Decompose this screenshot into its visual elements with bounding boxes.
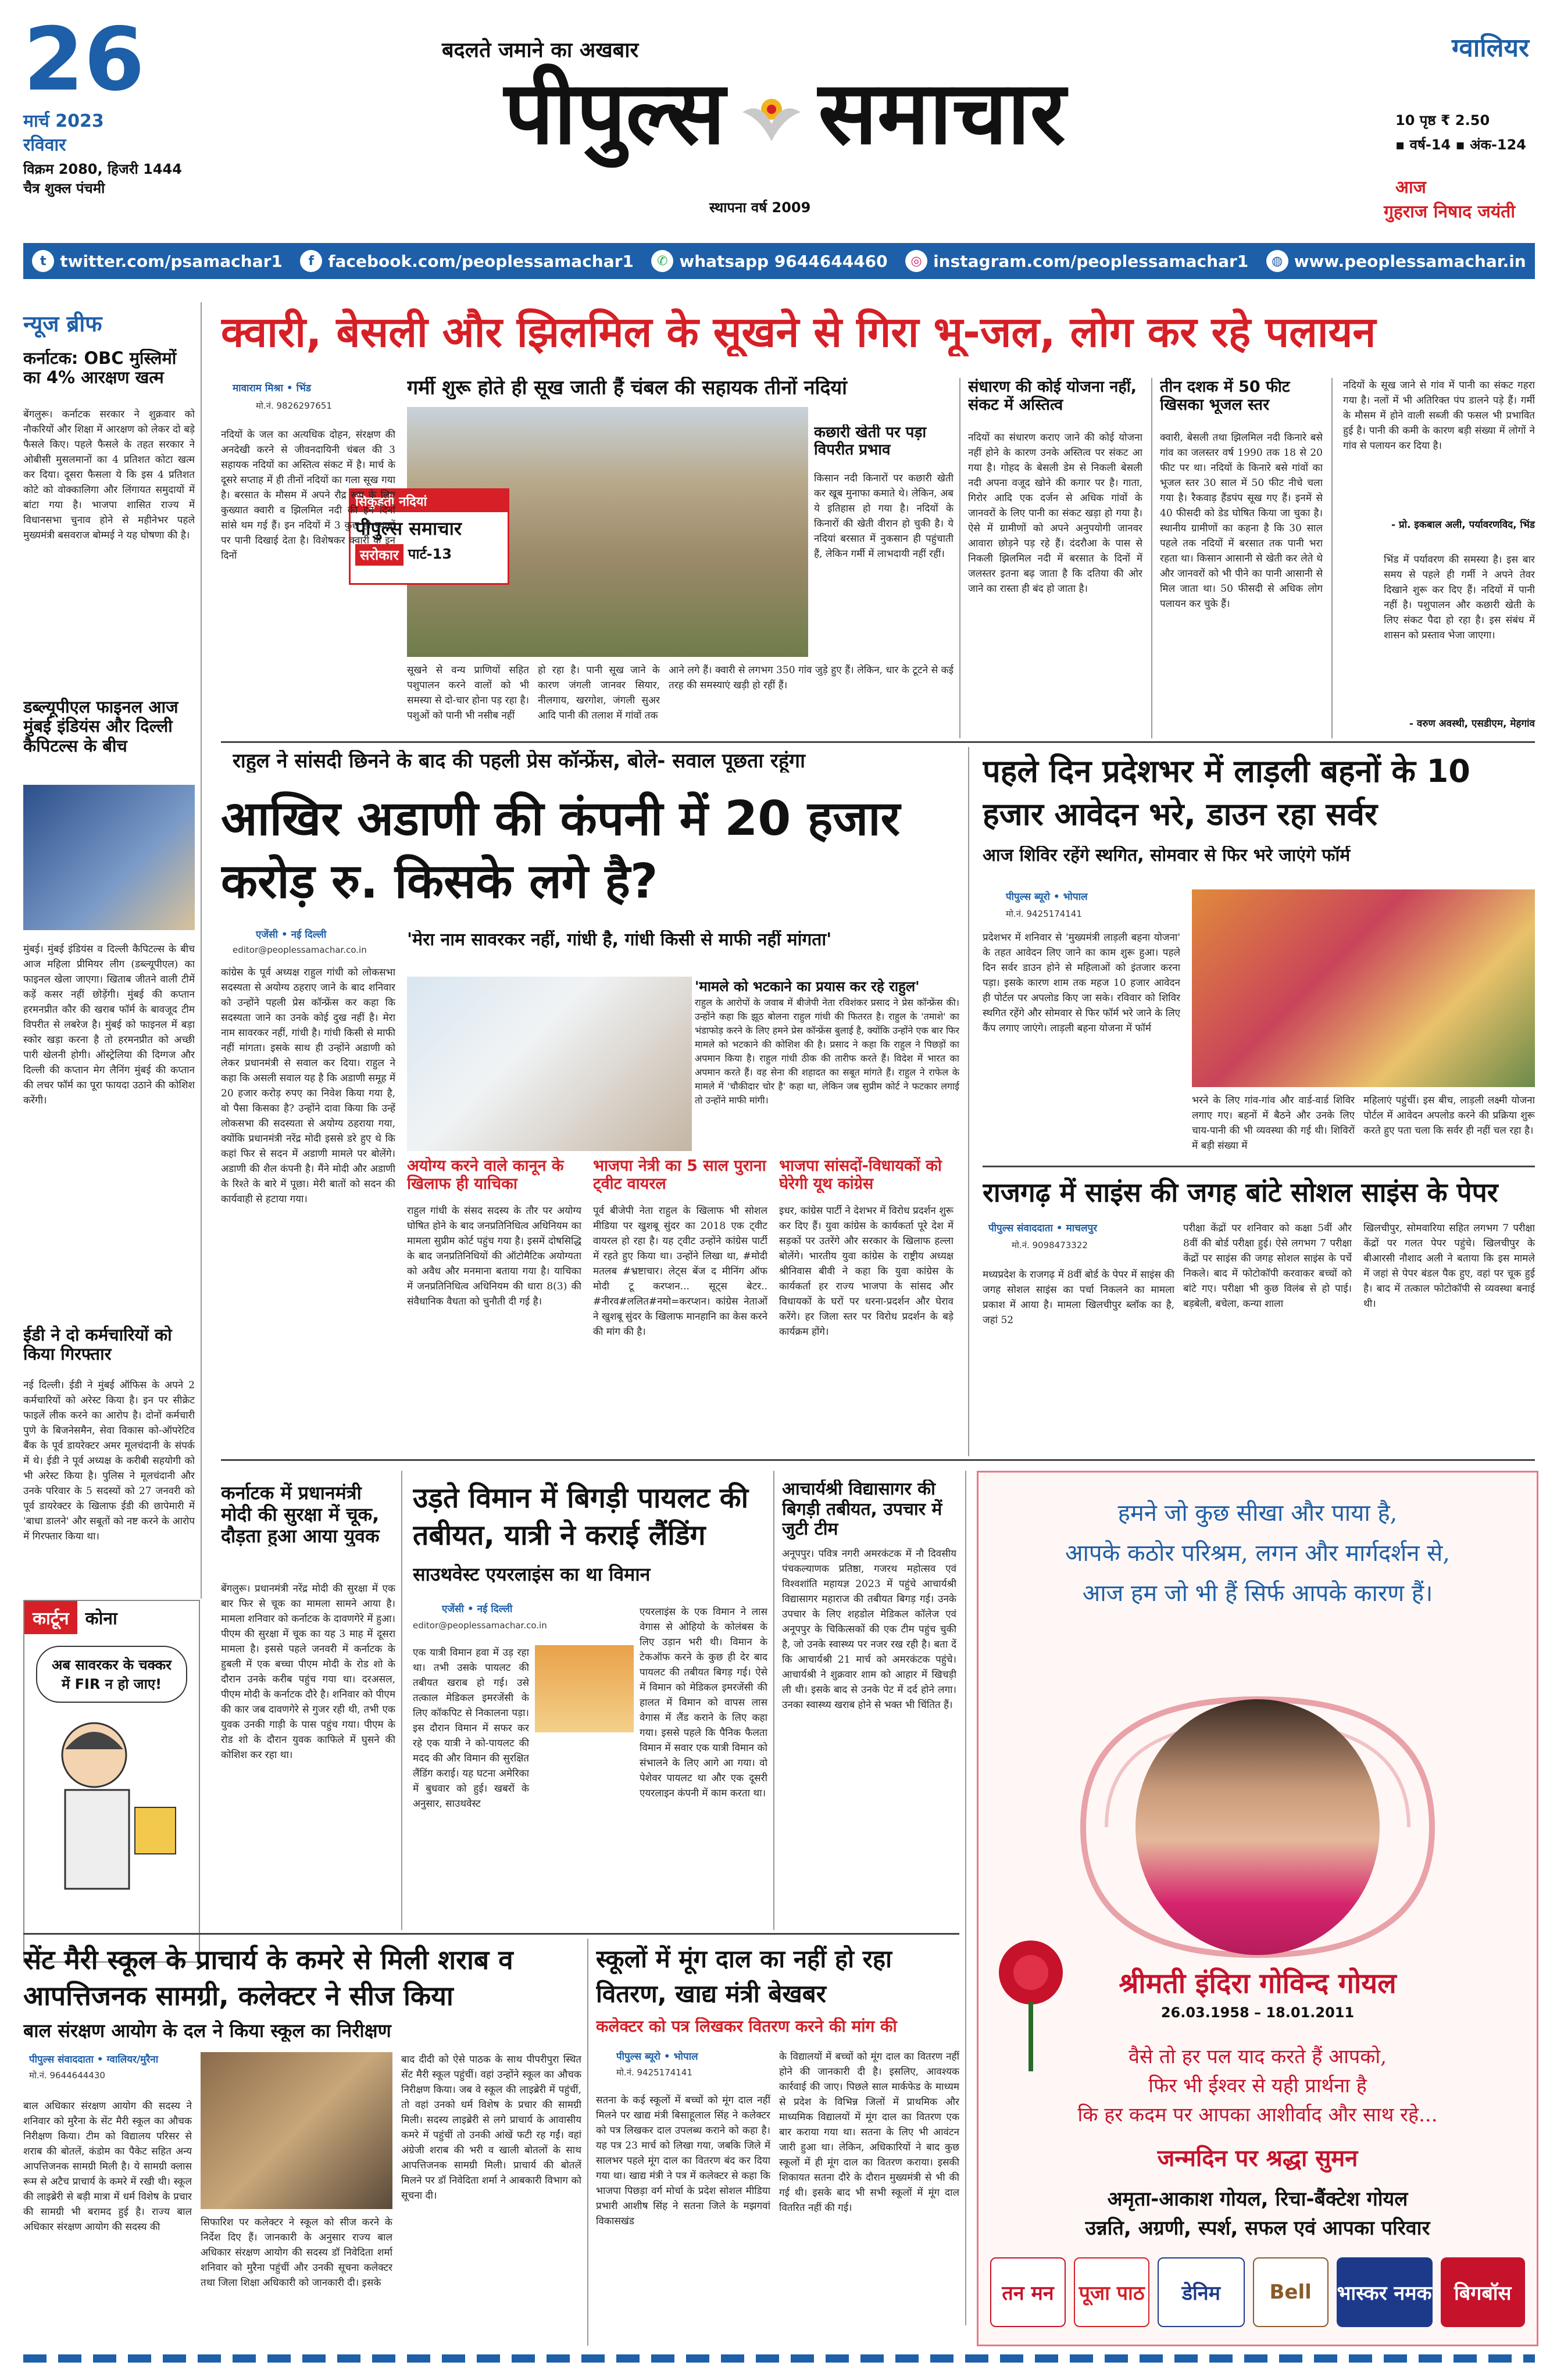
modi-text: बेंगलुरू। प्रधानमंत्री नरेंद्र मोदी की सुरक्षा में एक बार फिर से चूक का मामला सामने आया है। मामला शनिवार को कर्नाटक के दावणगेरे में हुआ। पीएम की सुरक्षा में चूक का यह 3 माह में दूसरा मामला है। इससे पहले जनवरी में कर्नाटक के हुबली में एक बच्चा पीएम मोदी के रोड शो के दौरान उनके करीब पहुंच गया था। दरअसल, पीएम मोदी के कर्नाटक दौरे है। शनिवार को पीएम की कार जब दावणगेरे से गुजर रही थी, तभी एक युवक उनकी गाड़ी के पास पहुंच गया। पीएम के रोड शो के दौरान युवक काफिले में घुसने की कोशिश कर रहा था। <box>221 1583 395 1761</box>
news-brief-label: न्यूज ब्रीफ <box>23 311 102 337</box>
twitter-link[interactable] <box>32 250 283 272</box>
ladli-headline: पहले दिन प्रदेशभर में लाड़ली बहनों के 10 हजार आवेदन भरे, डाउन रहा सर्वर <box>983 753 1470 832</box>
ladli-text-1: प्रदेशभर में शनिवार से 'मुख्यमंत्री लाड़ली बहना योजना' के तहत आवेदन लिए जाने का काम शुरू हुआ। पहले दिन सर्वर डाउन होने से महिलाओं को इंतजार करना पड़ा। इसके कारण शाम तक महज 10 हजार आवेदन ही पोर्टल पर अपलोड किए जा सके। रविवार को शिविर स्थगित रहेंगे और सोमवार से फिर फॉर्म भरे जाने के लिए कैंप लगाए जाएंगे। लाड़ली बहना योजना में फॉर्म <box>983 932 1180 1034</box>
sponsor-logo-tanman: तन मन <box>990 2257 1066 2327</box>
column-divider <box>587 1939 588 2346</box>
column-divider <box>968 747 969 1456</box>
sponsor-logo-bigboss: बिगबॉस <box>1441 2257 1525 2327</box>
rajgarh-text-2: परीक्षा केंद्रों पर शनिवार को कक्षा 5वीं और 8वीं की बोर्ड परीक्षा हुई। ऐसे लगभग 7 परीक्षा केंद्रों पर साइंस की जगह सोशल साइंस के पर्चे निकले। बाद में फोटोकॉपी करवाकर बच्चों को बांटे गए। परीक्षा भी कुछ विलंब से हो पाई। बड़बेली, बचेला, कन्या शाला <box>1183 1223 1352 1310</box>
whatsapp-text: whatsapp 9644644460 <box>679 251 888 271</box>
rahul-quote: 'मेरा नाम सावरकर नहीं, गांधी है, गांधी किसी से माफी नहीं मांगता' <box>407 930 832 950</box>
cartoon-label-a: कार्टून <box>24 1601 77 1634</box>
rahul-body: कांग्रेस के पूर्व अध्यक्ष राहुल गांधी को लोकसभा सदस्यता से अयोग्य ठहराए जाने के बाद शनिवार को उन्होंने पहली प्रेस कॉन्फ्रेंस कर कहा कि सदस्यता जाने का उनके कोई दुख नहीं है। मेरा नाम सावरकर नहीं, गांधी है। गांधी किसी से माफी नहीं मांगता। इसके साथ ही उन्होंने अडाणी को लेकर प्रधानमंत्री से सवाल कर दिया। राहुल ने कहा कि असली सवाल यह है कि अडाणी समूह में 20 हजार करोड़ रुपए का निवेश किया गया है, वो पैसा किसका है? उन्होंने दावा किया कि उन्हें लोकसभा की सदस्यता से अयोग्य ठहराया गया, क्योंकि प्रधानमंत्री नरेंद्र मोदी इससे डरे हुए थे कि कहां फिर से सदन में अडाणी मामले पर बोलेंगे। अडाणी की शैल कंपनी है। मैंने मोदी और अडाणी के रिश्ते के बारे में पूछा। मेरी बातों को सदन की कार्यवाही से हटाया गया। <box>221 967 395 1205</box>
column-divider <box>1331 378 1333 738</box>
section-divider <box>221 1459 1535 1461</box>
title-left: पीपुल्स <box>504 63 726 164</box>
school-byline: पीपुल्स संवाददाता • ग्वालियर/मुरैना <box>29 2054 159 2065</box>
column-divider <box>401 1471 402 1930</box>
ad-line-6: कि हर कदम पर आपका आशीर्वाद और साथ रहे... <box>1077 2103 1438 2127</box>
moong-byline: पीपुल्स ब्यूरो • भोपाल <box>616 2051 698 2063</box>
ad-line-3: आज हम जो भी हैं सिर्फ आपके कारण हैं। <box>1082 1580 1433 1607</box>
school-caption: सिफारिश पर कलेक्टर ने स्कूल को सीज करने के निर्देश दिए हैं। जानकारी के अनुसार राज्य बाल अधिकार संरक्षण आयोग की सदस्य डॉ निवेदिता शर्मा शनिवार को मुरैना पहुंचीं और उनकी सूचना कलेक्टर तथा जिला शिक्षा अधिकारी को जानकारी दी। इसके <box>201 2217 392 2289</box>
ladli-text-2: भरने के लिए गांव-गांव और वार्ड-वार्ड शिविर लगाए गए। बहनों में बैठने और उनके लिए चाय-पानी की भी व्यवस्था की गई थी। शिविरों में बड़ी संख्या में <box>1192 1095 1355 1152</box>
date-month: मार्च 2023 <box>23 111 104 131</box>
brief-text-3: नई दिल्ली। ईडी ने मुंबई ऑफिस के अपने 2 कर्मचारियों को अरेस्ट किया है। इन पर सीक्रेट फाइलें लीक करने का आरोप है। दोनों कर्मचारी पुणे के बिजनेसमैन, सेवा विकास को-ऑपरेटिव बैंक के पूर्व डायरेक्टर अमर मूलचंदानी के संपर्क में थे। ईडी ने पूर्व अध्यक्ष के करीबी सहयोगी को भी अरेस्ट किया है। पुलिस ने मूलचंदानी और उनके परिवार के 5 सदस्यों को 27 जनवरी को पूर्व डायरेक्टर के खिलाफ ईडी की छापेमारी में 'बाधा डालने' और सबूतों को नष्ट करने के आरोप में गिरफ्तार किया था। <box>23 1380 195 1542</box>
school-headline: सेंट मैरी स्कूल के प्राचार्य के कमरे से मिली शराब व आपत्तिजनक सामग्री, कलेक्टर ने सीज किया <box>23 1944 513 2011</box>
lead-mobile: मो.नं. 9826297651 <box>256 401 332 411</box>
rahul-kicker: राहुल ने सांसदी छिनने के बाद की पहली प्रेस कॉन्फ्रेंस, बोले- सवाल पूछता रहूंगा <box>233 750 805 773</box>
cartoon-label-b: कोना <box>85 1609 117 1629</box>
acharya-headline: आचार्यश्री विद्यासागर की बिगड़ी तबीयत, उपचार में जुटी टीम <box>782 1480 942 1539</box>
school-subhead: बाल संरक्षण आयोग के दल ने किया स्कूल का निरीक्षण <box>23 2020 391 2042</box>
pages-price: 10 पृष्ठ ₹ 2.50 <box>1395 112 1490 128</box>
ad-tribute: जन्मदिन पर श्रद्धा सुमन <box>1157 2145 1358 2172</box>
ladli-text-3: महिलाएं पहुंचीं। इस बीच, लाड़ली लक्ष्मी योजना पोर्टल में आवेदन अपलोड करने की प्रक्रिया शुरू करते हुए पता चला कि सर्वर ही नहीं चल रहा है। <box>1363 1095 1535 1137</box>
lead-sub-2: कछारी खेती पर पड़ा विपरीत प्रभाव <box>814 424 927 459</box>
instagram-link[interactable] <box>905 250 1248 272</box>
rahul-photo <box>407 977 692 1151</box>
ad-dates: 26.03.1958 – 18.01.2011 <box>1160 2004 1355 2021</box>
rahul-sub-1-text: राहुल गांधी के संसद सदस्य के तौर पर अयोग्य घोषित होने के बाद जनप्रतिनिधित्व अधिनियम का मामला सुप्रीम कोर्ट पहुंच गया है। इसमें दोषसिद्धि के बाद जनप्रतिनिधियों की ऑटोमैटिक अयोग्यता को अवैध और मनमाना बताया गया है। याचिका में जनप्रतिनिधित्व अधिनियम की धारा 8(3) की संवैधानिक वैधता को चुनौती दी गई है। <box>407 1205 581 1307</box>
lead-col-3: हो रहा है। पानी सूख जाने के कारण जंगली जानवर सियार, नीलगाय, खरगोश, जंगली सुअर आदि पानी की तलाश में गांवों तक <box>538 664 660 721</box>
acharya-text: अनूपपुर। पवित्र नगरी अमरकंटक में नौ दिवसीय पंचकल्याणक प्रतिष्ठा, गजरथ महोत्सव एवं विश्वशांति महायज्ञ 2023 में पहुंचे आचार्यश्री विद्यासागर महाराज की तबीयत बिगड़ गई। उनके उपचार के लिए शहडोल मेडिकल कॉलेज एवं अनूपपुर के चिकित्सकों की एक टीम पहुंच चुकी है, जो उनके स्वास्थ्य पर नजर रख रही है। बता दें कि आचार्यश्री 21 मार्च को अमरकंटक पहुंचे। आचार्यश्री ने शुक्रवार शाम को आहार में खिचड़ी ली थी। इसके बाद से उनके पेट में दर्द होने लगा। उनका स्वास्थ्य खराब होने से भक्त भी चिंतित हैं। <box>782 1548 956 1711</box>
sponsor-logo-bell: Bell <box>1253 2257 1329 2327</box>
page-bottom-strip <box>23 2354 1535 2363</box>
series-badge-part: पार्ट-13 <box>408 546 452 562</box>
lead-col-4: किसान नदी किनारों पर कछारी खेती कर खूब मुनाफा कमाते थे। लेकिन, अब ये इतिहास हो गया है। नदियों के किनारों की खेती वीरान हो चुकी है। ये नदियां बरसात में नुकसान ही पहुंचाती हैं, लेकिन गर्मी में लाभदायी नहीं रहीं। <box>814 473 954 560</box>
website-link[interactable] <box>1266 250 1526 272</box>
city-name: ग्वालियर <box>1452 33 1529 63</box>
section-divider <box>221 741 1535 743</box>
rahul-box-title: 'मामले को भटकाने का प्रयास कर रहे राहुल' <box>695 978 920 995</box>
cartoon-figure-icon <box>24 1703 197 1895</box>
ad-family-1: अमृता-आकाश गोयल, रिचा-बैंक्टेश गोयल <box>1107 2188 1408 2211</box>
lead-col-1: नदियों के जल का अत्यधिक दोहन, संरक्षण की अनदेखी करने से जीवनदायिनी चंबल की 3 सहायक नदियों का अस्तित्व संकट में है। मार्च के दूसरे सप्ताह में ही तीनों नदियों का गला सूख गया है। बरसात के मौसम में अपने रौद्र रूप के लिए कुख्यात क्वारी व झिलमिल नदी की इन दिनों सांसे थम गई हैं। इन नदियों में 3 कुछ ही स्थानों पर पानी दिखाई देता है। विशेषकर क्वारी के इन दिनों <box>221 429 395 562</box>
ad-portrait <box>1135 1699 1380 1955</box>
ladli-subhead: आज शिविर रहेंगे स्थगित, सोमवार से फिर भरे जाएंगे फॉर्म <box>983 846 1351 866</box>
date-tithi: चैत्र शुक्ल पंचमी <box>23 180 105 196</box>
facebook-link[interactable] <box>300 250 634 272</box>
rajgarh-text-1: मध्यप्रदेश के राजगढ़ में 8वीं बोर्ड के पेपर में साइंस की जगह सोशल साइंस का पर्चा निकलने का मामला प्रकाश में आया है। मामला खिलचीपुर ब्लॉक का है, जहां 52 <box>983 1269 1174 1326</box>
date-day: 26 <box>23 9 145 110</box>
lead-quote-2: भिंड में पर्यावरण की समस्या है। इस बार समय से पहले ही गर्मी ने अपने तेवर दिखाने शुरू कर दिए हैं। नदियों में पानी नहीं है। पशुपालन और कछारी खेती के लिए संकट पैदा हो रहा है। इस संबंध में शासन को प्रस्ताव भेजा जाएगा। <box>1384 554 1535 641</box>
ladli-photo <box>1192 889 1535 1087</box>
whatsapp-icon: ✆ <box>651 250 673 272</box>
rajgarh-text-3: खिलचीपुर, सोमवारिया सहित लगभग 7 परीक्षा केंद्रों पर गलत पेपर पहुंचे। खिलचीपुर के बीआरसी नौशाद अली ने बताया कि इस मामले में जहां से पेपर बंडल पैक हुए, वहां पर चूक हुई है। बाद में तत्काल फोटोकॉपी से व्यवस्था बनाई थी। <box>1363 1223 1535 1310</box>
rahul-sub-3-text: इधर, कांग्रेस पार्टी ने देशभर में विरोध प्रदर्शन शुरू कर दिए हैं। युवा कांग्रेस के कार्यकर्ता पूरे देश में सड़कों पर उतरेंगे और सरकार के खिलाफ हल्ला बोलेंगे। भारतीय युवा कांग्रेस के राष्ट्रीय अध्यक्ष श्रीनिवास बीवी ने कहा कि युवा कांग्रेस के कार्यकर्ता हर राज्य भाजपा के सांसद और विधायकों के घरों पर धरना-प्रदर्शन और घेराव करेंगे। हर जिला स्तर पर विरोध प्रदर्शन के बड़े कार्यक्रम होंगे। <box>779 1205 954 1338</box>
lead-col-6: क्वारी, बेसली तथा झिलमिल नदी किनारे बसे गांव का जलस्तर वर्ष 1990 तक 18 से 20 फीट पर था। नदियों के किनारे बसे गांवों का भूजल स्तर 30 साल में 50 फीट नीचे चला गया है। रैकवाड़ हैंडपंप सूख गए हैं। इनमें से 40 फीसदी को डेड घोषित किया जा चुका है। स्थानीय ग्रामीणों का कहना है कि 30 साल पहले तक नदियों में बरसात तक पानी भरा रहता था। किसान आसानी से खेती कर लेते थे और जानवरों को भी पीने का पानी आसानी से मिल जाता था। 50 फीसदी से अधिक लोग पलायन कर चुके हैं। <box>1160 432 1323 610</box>
ad-name: श्रीमती इंदिरा गोविन्द गोयल <box>1119 1967 1397 2000</box>
brief-headline-2: डब्ल्यूपीएल फाइनल आज मुंबई इंडियंस और दिल्ली कैपिटल्स के बीच <box>23 698 178 756</box>
brief-text-2: मुंबई। मुंबई इंडियंस व दिल्ली कैपिटल्स के बीच आज महिला प्रीमियर लीग (डब्ल्यूपीएल) का फाइनल खेला जाएगा। खिताब जीतने वाली टीमें कड़ें कसर नहीं छोड़ेंगी। मुंबई की कप्तान हरमनप्रीत कौर की खराब फॉर्म के बावजूद टीम विपरीत से लबरेज है। मुंबई को फाइनल में बड़ा स्कोर खड़ा करना है तो हरमनप्रीत को अच्छी पारी खेलनी होगी। ऑस्ट्रेलिया की दिग्गज और दिल्ली की कप्तान मेग लैनिंग मुंबई की कप्तान की लचर फॉर्म का पूरा फायदा उठाने की कोशिश करेंगी। <box>23 944 195 1106</box>
column-divider <box>959 378 960 738</box>
plane-text-2: एयरलाइंस के एक विमान ने लास वेगास से ओहियो के कोलंबस के लिए उड़ान भरी थी। विमान के टेकऑफ करने के कुछ ही देर बाद पायलट की तबीयत बिगड़ गई। ऐसे में विमान को मेडिकल इमरजेंसी की हालत में विमान को वापस लास वेगास में लैंड कराने के लिए कहा गया। इससे पहले कि पैनिक फैलता विमान में सवार एक यात्री विमान को संभालने के लिए आगे आ गया। वो पेशेवर पायलट था और एक दूसरी एयरलाइन कंपनी में काम करता था। <box>640 1606 767 1799</box>
column-divider <box>773 1471 774 1930</box>
column-divider <box>201 302 202 1599</box>
ad-family-2: उन्नति, अग्रणी, स्पर्श, सफल एवं आपका परिवार <box>1085 2217 1430 2240</box>
facebook-icon: f <box>300 250 322 272</box>
series-badge-a: सिकुड़ती नदियां <box>351 490 508 512</box>
twitter-text: twitter.com/psamachar1 <box>60 251 283 271</box>
ad-line-5: फिर भी ईश्वर से यही प्रार्थना है <box>1148 2074 1367 2097</box>
today-label: आज <box>1395 177 1426 198</box>
rahul-byline: एजेंसी • नई दिल्ली <box>256 929 327 941</box>
moong-subhead: कलेक्टर को पत्र लिखकर वितरण करने की मांग की <box>596 2017 897 2036</box>
rahul-email: editor@peoplessamachar.co.in <box>233 945 367 955</box>
column-divider <box>965 1471 966 2325</box>
ad-line-2: आपके कठोर परिश्रम, लगन और मार्गदर्शन से, <box>1065 1540 1450 1567</box>
lead-quote-1-by: - प्रो. इकबाल अली, पर्यावरणविद, भिंड <box>1391 519 1535 531</box>
instagram-icon: ◎ <box>905 250 927 272</box>
moong-headline: स्कूलों में मूंग दाल का नहीं हो रहा वितरण, खाद्य मंत्री बेखबर <box>596 1945 892 2008</box>
rajgarh-byline: पीपुल्स संवाददाता • माचलपुर <box>988 1223 1098 1234</box>
rahul-sub-2: भाजपा नेत्री का 5 साल पुराना ट्वीट वायरल <box>593 1157 766 1193</box>
school-photo <box>201 2052 392 2209</box>
tagline: बदलते जमाने का अखबार <box>442 38 639 62</box>
plane-text-1: एक यात्री विमान हवा में उड़ रहा था। तभी उसके पायलट की तबीयत खराब हो गई। उसे तत्काल मेडिकल इमरजेंसी के लिए कॉकपिट से निकालना पड़ा। इस दौरान विमान में सफर कर रहे एक यात्री ने को-पायलट की मदद की और विमान की सुरक्षित लैंडिंग कराई। यह घटना अमेरिका में बुधवार को हुई। खबरों के अनुसार, साउथवेस्ट <box>413 1647 529 1810</box>
lead-headline: क्वारी, बेसली और झिलमिल के सूखने से गिरा भू-जल, लोग कर रहे पलायन <box>221 308 1376 356</box>
rahul-sub-3: भाजपा सांसदों-विधायकों को घेरेगी यूथ कांग्रेस <box>779 1157 942 1193</box>
lead-col-5: नदियों का संधारण कराए जाने की कोई योजना नहीं होने के कारण उनके अस्तित्व पर संकट आ गया है। गोहद के बेसली डेम से निकली बेसली नदी अपना वजूद खोने की कगार पर है। गाता, गिरोर आदि एक दर्जन से अधिक गांवों के जानवरों के लिए पानी का संकट खड़ा हो गया है। ऐसे में ग्रामीणों को अपने अनुपयोगी जानवर आवारा छोड़ने पड़ रहे हैं। दंदरौआ के पास से निकली झिलमिल नदी में बरसात के दिनों में जलस्तर इतना बढ़ जाता है कि दतिया की ओर जाने का रास्ता ही बंद हो जाता है। <box>968 432 1142 595</box>
date-samvat: विक्रम 2080, हिजरी 1444 <box>23 161 182 177</box>
sponsor-logo-denim: डेनिम <box>1158 2257 1244 2327</box>
series-badge-b: पीपुल्स समाचार <box>355 517 462 539</box>
logo-emblem-icon <box>737 77 806 149</box>
today-event: गुहराज निषाद जयंती <box>1384 202 1515 222</box>
sponsor-logo-bhaskar: भास्कर नमक <box>1337 2257 1433 2327</box>
instagram-text: instagram.com/peoplessamachar1 <box>933 251 1249 271</box>
column-divider <box>1151 378 1152 738</box>
facebook-text: facebook.com/peoplessamachar1 <box>328 251 634 271</box>
rahul-sub-2-text: पूर्व बीजेपी नेता राहुल के खिलाफ भी सोशल मीडिया पर खुशबू सुंदर का 2018 एक ट्वीट वायरल हो रहा है। यह ट्वीट उन्होंने कांग्रेस पार्टी में रहते हुए किया था। उन्होंने लिखा था, #मोदी मतलब #भ्रष्टाचार। लेट्स बेंज द मीनिंग ऑफ मोदी टू करप्शन... सूट्स बेटर.. #नीरव#ललित#नमो=करप्शन। कांग्रेस नेताओं ने खुशबू सुंदर के खिलाफ मानहानि का केस करने की मांग की है। <box>593 1205 767 1338</box>
founded-year: स्थापना वर्ष 2009 <box>709 199 811 216</box>
section-divider <box>23 1933 959 1935</box>
rahul-box-text: राहुल के आरोपों के जवाब में बीजेपी नेता रविशंकर प्रसाद ने प्रेस कॉन्फ्रेंस की। उन्होंने कहा कि झूठ बोलना राहुल गांधी की फितरत है। राहुल के 'तमाशे' का भंडाफोड़ करने के लिए हमने प्रेस कॉन्फ्रेंस बुलाई है, क्योंकि उन्होंने एक बार फिर मामले को भटकाने की कोशिश की है। प्रसाद ने कहा कि राहुल ने पिछड़ों का अपमान किया है। राहुल गांधी ठीक की तारीफ करते हैं। विदेश में भारत का अपमान करते हैं। वह सेना की शहादत का सबूत मांगते हैं। राहुल ने राफेल के मामले में 'चौकीदार चोर है' कहा था, लेकिन जब सुप्रीम कोर्ट ने फटकार लगाई तो उन्होंने माफी मांगी। <box>695 997 959 1106</box>
rahul-sub-1: अयोग्य करने वाले कानून के खिलाफ ही याचिका <box>407 1157 564 1193</box>
school-mobile: मो.नं. 9644644430 <box>29 2070 105 2081</box>
moong-text-2: के विद्यालयों में बच्चों को मूंग दाल का वितरण नहीं होने की जानकारी दी है। इसलिए, आवश्यक कार्रवाई की जाए। पिछले साल मार्कफेड के माध्यम से प्रदेश के विभिन्न जिलों में प्राथमिक और माध्यमिक विद्यालयों में मूंग दाल का वितरण एक बार कराया गया था। सतना के लिए भी आवंटन जारी हुआ था। लेकिन, अधिकारियों ने बाद कुछ स्कूलों में ही मूंग दाल का वितरण कराया। इसकी शिकायत सतना दौरे के दौरान मुख्यमंत्री से भी की गई थी। इसके बाद भी सभी स्कूलों में मूंग दाल वितरित नहीं की गई। <box>779 2051 959 2214</box>
memorial-ad <box>977 1471 1538 2346</box>
rahul-headline: आखिर अडाणी की कंपनी में 20 हजार करोड़ रु. किसके लगे है? <box>221 791 901 909</box>
rajgarh-headline: राजगढ़ में साइंस की जगह बांटे सोशल साइंस के पेपर <box>983 1177 1498 1208</box>
school-text-1: बाल अधिकार संरक्षण आयोग की सदस्य ने शनिवार को मुरैना के सेंट मैरी स्कूल का औचक निरीक्षण किया। टीम को विद्यालय परिसर से शराब की बोतलें, कंडोम का पैकेट सहित अन्य आपत्तिजनक सामग्री मिली है। ये सामग्री क्लास रूम से अटैच प्राचार्य के कमरे में रखी थी। स्कूल की लाइब्रेरी से बड़ी मात्रा में धर्म विशेष के प्रचार की सामग्री भी बरामद हुई है। राज्य बाल अधिकार संरक्षण आयोग की सदस्य की <box>23 2100 192 2233</box>
title-right: समाचार <box>818 63 1066 164</box>
section-divider <box>983 1166 1535 1167</box>
lead-sub-4: तीन दशक में 50 फीट खिसका भूजल स्तर <box>1160 378 1290 414</box>
cricket-captains-photo <box>23 785 195 930</box>
lead-col-4b: आने लगे हैं। क्वारी से लगभग 350 गांव जुड़े हुए हैं। लेकिन, धार के टूटने से कई तरह की समस्याएं खड़ी हो रहीं हैं। <box>669 664 954 691</box>
lead-byline: मावाराम मिश्रा • भिंड <box>233 383 312 394</box>
twitter-icon: t <box>32 250 54 272</box>
rahul-box <box>695 977 959 1151</box>
ladli-byline: पीपुल्स ब्यूरो • भोपाल <box>1006 891 1088 903</box>
sponsor-logo-poojapath: पूजा पाठ <box>1074 2257 1149 2327</box>
website-text: www.peoplessamachar.in <box>1294 251 1526 271</box>
ladli-mobile: मो.नं. 9425174141 <box>1006 909 1082 919</box>
plane-email: editor@peoplessamachar.co.in <box>413 1620 547 1631</box>
lead-sub-3: संधारण की कोई योजना नहीं, संकट में अस्तित्व <box>968 378 1137 414</box>
globe-icon: ◍ <box>1266 250 1288 272</box>
series-badge-c: सरोकार <box>355 544 403 566</box>
ad-line-1: हमने जो कुछ सीखा और पाया है, <box>1117 1500 1398 1527</box>
lead-col-2: सूखने से वन्य प्राणियों सहित पशुपालन करने वालों को भी समस्या से दो-चार होना पड़ रहा है। पशुओं को पानी भी नसीब नहीं <box>407 664 529 721</box>
cartoon-bubble: अब सावरकर के चक्कर में FIR न हो जाए! <box>36 1646 187 1703</box>
brief-text-1: बेंगलुरू। कर्नाटक सरकार ने शुक्रवार को नौकरियों और शिक्षा में आरक्षण को लेकर दो बड़े फैसले किए। पहले फैसले के तहत सरकार ने ओबीसी मुसलमानों का 4 प्रतिशत कोटा खत्म कर दिया। दूसरा फैसला ये कि इस 4 प्रतिशत कोटे को वोक्कालिगा और लिंगायत समुदायों में बांटा गया है। भाजपा शासित राज्य में विधानसभा चुनाव होने से महीनेभर पहले मुख्यमंत्री बसवराज बोम्मई ने यह घोषणा की है। <box>23 409 195 541</box>
moong-text-1: सतना के कई स्कूलों में बच्चों को मूंग दाल नहीं मिलने पर खाद्य मंत्री बिसाहूलाल सिंह ने कलेक्टर को पत्र लिखकर दाल उपलब्ध कराने को कहा है। यह पत्र 23 मार्च को लिखा गया, जबकि जिले में सालभर पहले मूंग दाल का वितरण बंद कर दिया गया था। खाद्य मंत्री ने पत्र में कलेक्टर से कहा कि भाजपा पिछड़ा वर्ग मोर्चा के प्रदेश सोशल मीडिया प्रभारी आशीष सिंह ने सतना जिले के मझगवां विकासखंड <box>596 2095 770 2227</box>
modi-headline: कर्नाटक में प्रधानमंत्री मोदी की सुरक्षा में चूक, दौड़ता हुआ आया युवक <box>221 1482 380 1547</box>
rajgarh-mobile: मो.नं. 9098473322 <box>1012 1240 1088 1250</box>
plane-headline: उड़ते विमान में बिगड़ी पायलट की तबीयत, यात्री ने कराई लैंडिंग <box>413 1482 749 1552</box>
cartoon-box <box>23 1600 200 1963</box>
social-bar <box>23 243 1535 279</box>
newspaper-title <box>291 61 1279 166</box>
ad-sponsor-logos <box>990 2257 1525 2327</box>
lead-quote-1: नदियों के सूख जाने से गांव में पानी का संकट गहरा गया है। नलों में भी अतिरिक्त पंप डालने पड़े हैं। गर्मी के मौसम में होने वाली सब्जी की फसल भी प्रभावित हुई है। पानी की कमी के कारण बड़ी संख्या में लोगों ने गांव से पलायन कर दिया है। <box>1343 380 1535 452</box>
lead-subhead: गर्मी शुरू होते ही सूख जाती हैं चंबल की सहायक तीनों नदियां <box>407 377 847 399</box>
date-block <box>23 9 198 255</box>
ad-line-4: वैसे तो हर पल याद करते हैं आपको, <box>1129 2045 1387 2068</box>
brief-headline-1: कर्नाटक: OBC मुस्लिमों का 4% आरक्षण खत्म <box>23 349 177 388</box>
date-weekday: रविवार <box>23 135 66 155</box>
moong-mobile: मो.नं. 9425174141 <box>616 2067 692 2078</box>
year-issue: ▪ वर्ष-14 ▪ अंक-124 <box>1395 137 1526 153</box>
school-text-3: बाद दीदी को ऐसे पाठक के साथ पीपरीपुरा स्थित सेंट मैरी स्कूल पहुंचीं। वहां उन्होंने स्कूल का औचक निरीक्षण किया। जब वे स्कूल की लाइब्रेरी में पहुंचीं, तो वहां उनको धर्म विशेष के प्रचार की सामग्री मिली। सदस्य लाइब्रेरी से लगे प्राचार्य के आवासीय कमरे में पहुंचीं तो उनकी आंखें फटी रह गईं। वहां अंग्रेजी शराब की भरी व खाली बोतलों के साथ आपत्तिजनक सामग्री मिली। प्राचार्य की बोतलें मिलने पर डॉ निवेदिता शर्मा ने आबकारी विभाग को सूचना दी। <box>401 2054 581 2202</box>
lead-quote-2-by: - वरुण अवस्थी, एसडीएम, मेहगांव <box>1409 718 1535 730</box>
plane-byline: एजेंसी • नई दिल्ली <box>442 1603 513 1615</box>
plane-subhead: साउथवेस्ट एयरलाइंस का था विमान <box>413 1564 651 1585</box>
brief-headline-3: ईडी ने दो कर्मचारियों को किया गिरफ्तार <box>23 1325 172 1364</box>
whatsapp-link[interactable] <box>651 250 887 272</box>
airplane-photo <box>535 1645 634 1732</box>
